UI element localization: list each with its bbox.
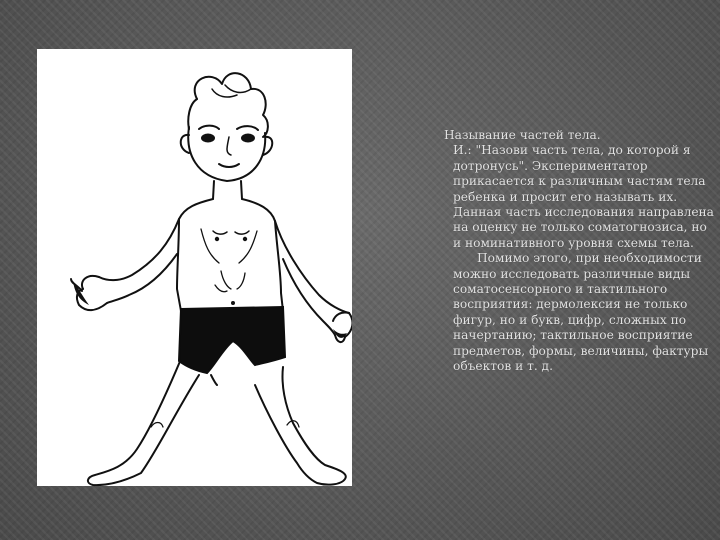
body-illustration [37, 49, 352, 486]
head [188, 127, 265, 181]
neck [213, 181, 242, 199]
slide-heading: Называние частей тела. [444, 128, 601, 142]
left-leg [88, 359, 199, 485]
left-arm [99, 199, 213, 280]
right-arm [242, 199, 349, 313]
hair [195, 73, 268, 137]
slide-text [444, 128, 718, 375]
right-leg [255, 367, 346, 485]
paragraph-instruction: И.: "Назови часть тела, до которой я дотронусь". Экспериментатор прикасается к различным частям тела ребенка и просит его называть их. Данная часть исследования направлена на оценку не только соматогнозиса, но и номинативного уровня схемы тела. [453, 143, 714, 250]
torso [177, 219, 181, 311]
shorts [179, 307, 285, 373]
boy-body-figure-icon [37, 49, 352, 486]
paragraph-additional: Помимо этого, при необходимости можно исследовать различные виды соматосенсорного и тактильного восприятия: дермолексия не только фигур, но и букв, цифр, сложных по начертанию; тактильное восприятие предметов, формы, величины, фактуры объектов и т. д. [453, 251, 709, 374]
